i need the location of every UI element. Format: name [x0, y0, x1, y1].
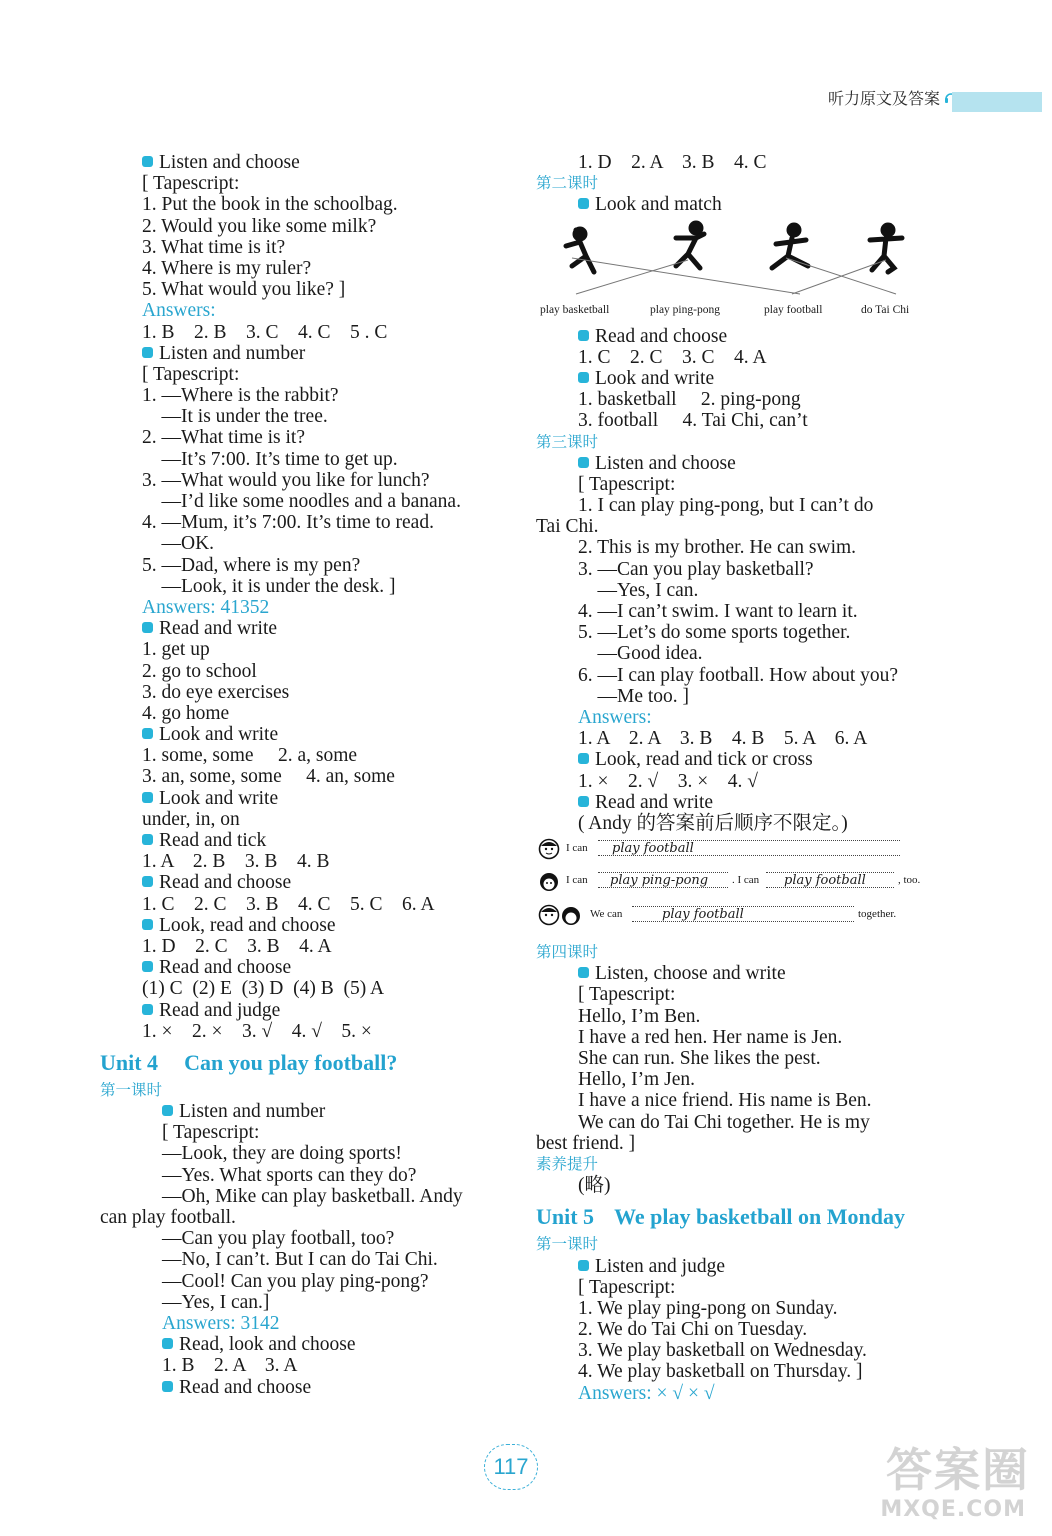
right1-line: 1. D 2. A 3. B 4. C	[578, 152, 767, 173]
left-line: 3. —What would you like for lunch?	[142, 469, 430, 491]
left-line: 4. go home	[142, 702, 230, 724]
figure-pingpong-icon	[676, 223, 704, 268]
left-line: 1. × 2. × 3. √ 4. √ 5. ×	[142, 1020, 372, 1042]
unit4-title: Can you play football?	[184, 1049, 398, 1075]
right2-line: 4. —I can’t swim. I want to learn it.	[578, 601, 858, 622]
right2-line: —Me too. ]	[578, 685, 690, 707]
left-line: —It is under the tree.	[142, 406, 328, 428]
right2-line: 3. football 4. Tai Chi, can’t	[578, 410, 808, 432]
left-column	[100, 152, 520, 1398]
left-line: Read and tick	[100, 830, 520, 851]
left2-line: —Yes, I can.]	[162, 1291, 270, 1313]
right1-line: 第二课时	[536, 174, 599, 193]
right3-line: best friend. ]	[536, 1132, 636, 1154]
right3-line: I have a red hen. Her name is Jen.	[578, 1026, 843, 1048]
row2-suffix: , too.	[898, 874, 921, 887]
right3-line: Hello, I’m Ben.	[578, 1005, 701, 1027]
caption-basketball: play basketball	[540, 303, 610, 316]
left-line: 2. —What time is it?	[142, 427, 306, 449]
left-line: [ Tapescript:	[142, 363, 240, 385]
right3-line: I have a nice friend. His name is Ben.	[578, 1090, 872, 1112]
right4-lines	[536, 1234, 946, 1404]
row2-blank-2	[766, 872, 894, 888]
right2-line: Look and write	[536, 368, 946, 389]
right3-line: (略)	[578, 1175, 611, 1197]
right2-line: 3. —Can you play basketball?	[578, 558, 814, 580]
left-line: [ Tapescript:	[142, 173, 240, 195]
left-line: 3. What time is it?	[142, 236, 286, 258]
right1-line: Look and match	[536, 194, 946, 215]
right4-line: 第一课时	[536, 1235, 599, 1254]
look-and-match-figure	[536, 216, 946, 326]
right2-line: Look, read and tick or cross	[536, 749, 946, 770]
row2-answer-1: play ping-pong	[610, 873, 709, 889]
caption-taichi: do Tai Chi	[861, 303, 910, 316]
right2-line: —Yes, I can.	[578, 579, 699, 601]
left-line: —Look, it is under the desk. ]	[142, 575, 396, 597]
left-line: 1. B 2. B 3. C 4. C 5 . C	[142, 321, 388, 343]
left2-line: Read and choose	[100, 1377, 520, 1398]
left-line: 1. Put the book in the schoolbag.	[142, 194, 398, 216]
left-line: 1. C 2. C 3. B 4. C 5. C 6. A	[142, 893, 435, 915]
left2-line: Read, look and choose	[100, 1334, 520, 1355]
row3-prefix: We can	[590, 908, 623, 921]
left-line: Listen and choose	[100, 152, 520, 173]
child-face-icon	[538, 870, 560, 892]
left-line: Read and write	[100, 618, 520, 639]
unit5-heading	[536, 1196, 946, 1234]
left-line: 3. do eye exercises	[142, 681, 290, 703]
right3-line: 第四课时	[536, 943, 599, 962]
figure-football-icon	[772, 225, 808, 268]
left2-line: —Can you play football, too?	[162, 1228, 395, 1250]
left2-line: 1. B 2. A 3. A	[162, 1355, 298, 1377]
left-line: 2. Would you like some milk?	[142, 215, 377, 237]
caption-pingpong: play ping-pong	[650, 303, 720, 316]
right2-line: Listen and choose	[536, 453, 946, 474]
left-line: 1. some, some 2. a, some	[142, 745, 358, 767]
left-line: 1. D 2. C 3. B 4. A	[142, 935, 332, 957]
watermark	[840, 1434, 1030, 1522]
left-line: —It’s 7:00. It’s time to get up.	[142, 448, 398, 470]
right2-line: 6. —I can play football. How about you?	[578, 664, 899, 686]
right1-lines	[536, 152, 946, 216]
left2-line: —Yes. What sports can they do?	[162, 1164, 417, 1186]
watermark-logo: 答案圈	[886, 1443, 1030, 1497]
left-lines	[100, 152, 520, 1042]
page-number: 117	[484, 1444, 538, 1490]
right2-lines	[536, 326, 946, 835]
left-line: Listen and number	[100, 343, 520, 364]
row2-prefix: I can	[566, 874, 588, 887]
right2-line: 1. C 2. C 3. C 4. A	[578, 346, 767, 368]
left2-line: Listen and number	[100, 1101, 520, 1122]
child-small-face-icon	[560, 904, 582, 926]
left2-line: Answers: 3142	[162, 1312, 280, 1334]
row1-blank	[598, 840, 900, 856]
header-bar	[952, 92, 1042, 112]
right3-line: Hello, I’m Jen.	[578, 1069, 695, 1091]
left-line: —OK.	[142, 533, 215, 555]
row3-suffix: together.	[858, 908, 897, 921]
left-line: —I’d like some noodles and a banana.	[142, 491, 461, 512]
read-and-write-figure	[536, 834, 946, 942]
right2-line: 1. A 2. A 3. B 4. B 5. A 6. A	[578, 728, 868, 750]
right2-line: Tai Chi.	[536, 516, 599, 538]
unit5-title: We play basketball on Monday	[614, 1204, 906, 1230]
left-line: 5. —Dad, where is my pen?	[142, 554, 361, 576]
left-line: Answers: 41352	[142, 596, 270, 618]
right2-line: [ Tapescript:	[578, 473, 676, 495]
unit5-number: Unit 5	[536, 1204, 595, 1230]
left-line: Read and judge	[100, 1000, 520, 1021]
unit4-number: Unit 4	[100, 1049, 159, 1075]
unit4-heading	[100, 1042, 520, 1080]
right2-line: Read and choose	[536, 326, 946, 347]
right2-line: —Good idea.	[578, 643, 703, 665]
left-line: 1. —Where is the rabbit?	[142, 385, 339, 407]
right4-line: [ Tapescript:	[578, 1276, 676, 1298]
right4-line: Answers: × √ × √	[578, 1382, 715, 1404]
andy-small-face-icon	[538, 904, 560, 926]
right2-line: 5. —Let’s do some sports together.	[578, 622, 851, 644]
row3-answer: play football	[662, 907, 744, 923]
right2-line: Read and write	[536, 792, 946, 813]
left2-line: can play football.	[100, 1207, 236, 1228]
left2-line: —Cool! Can you play ping-pong?	[162, 1270, 429, 1292]
right3-line: Listen, choose and write	[536, 963, 946, 984]
row1-prefix: I can	[566, 842, 588, 855]
left-line: Read and choose	[100, 957, 520, 978]
match-figure-svg	[536, 216, 926, 306]
left2-line: —Oh, Mike can play basketball. Andy	[162, 1185, 463, 1207]
right2-line: 第三课时	[536, 432, 599, 451]
left-line: under, in, on	[142, 808, 240, 830]
left-line: 4. —Mum, it’s 7:00. It’s time to read.	[142, 512, 434, 534]
right3-lines	[536, 942, 946, 1196]
caption-football: play football	[764, 303, 823, 316]
left-line: 2. go to school	[142, 660, 257, 682]
left-line: 3. an, some, some 4. an, some	[142, 766, 395, 788]
header-title: 听力原文及答案	[827, 89, 940, 108]
row1-answer: play football	[612, 841, 694, 857]
andy-face-icon	[538, 838, 560, 860]
right2-line: 2. This is my brother. He can swim.	[578, 537, 857, 559]
right3-line: [ Tapescript:	[578, 984, 676, 1006]
right3-line: She can run. She likes the pest.	[578, 1048, 821, 1069]
row3-blank	[632, 906, 854, 922]
watermark-url: MXQE.COM	[880, 1497, 1026, 1522]
left2-lines	[100, 1080, 520, 1398]
right2-line: ( Andy 的答案前后顺序不限定。)	[578, 812, 848, 834]
left-line: 1. A 2. B 3. B 4. B	[142, 851, 330, 873]
left2-line: 第一课时	[100, 1080, 163, 1099]
right4-line: 1. We play ping-pong on Sunday.	[578, 1297, 838, 1319]
left-line: Look and write	[100, 788, 520, 809]
figure-basketball-icon	[566, 229, 594, 272]
figure-taichi-icon	[870, 225, 902, 272]
row2-middle: . I can	[732, 874, 760, 887]
right2-line: Answers:	[578, 706, 652, 728]
right3-line: We can do Tai Chi together. He is my	[578, 1111, 870, 1133]
right4-line: 2. We do Tai Chi on Tuesday.	[578, 1319, 808, 1341]
right4-line: 3. We play basketball on Wednesday.	[578, 1340, 867, 1362]
left2-line: —Look, they are doing sports!	[162, 1143, 402, 1165]
left-line: 1. get up	[142, 639, 210, 661]
right2-line: 1. I can play ping-pong, but I can’t do	[578, 495, 874, 517]
left-line: Read and choose	[100, 872, 520, 893]
left2-line: —No, I can’t. But I can do Tai Chi.	[162, 1249, 438, 1271]
left-line: (1) C (2) E (3) D (4) B (5) A	[142, 978, 385, 1000]
right2-line: 1. basketball 2. ping-pong	[578, 389, 801, 411]
match-line-1	[572, 258, 800, 294]
right4-line: 4. We play basketball on Thursday. ]	[578, 1361, 863, 1383]
left-line: 4. Where is my ruler?	[142, 257, 312, 279]
left2-line: [ Tapescript:	[162, 1122, 260, 1144]
right3-line: 素养提升	[536, 1154, 599, 1173]
left-line: 5. What would you like? ]	[142, 279, 346, 301]
right2-line: 1. × 2. √ 3. × 4. √	[578, 770, 758, 792]
row2-blank-1	[598, 872, 728, 888]
right4-line: Listen and judge	[536, 1256, 946, 1277]
right-column	[536, 152, 946, 1404]
left-line: Look and write	[100, 724, 520, 745]
row2-answer-2: play football	[784, 873, 866, 889]
left-line: Look, read and choose	[100, 915, 520, 936]
left-line: Answers:	[142, 300, 216, 322]
